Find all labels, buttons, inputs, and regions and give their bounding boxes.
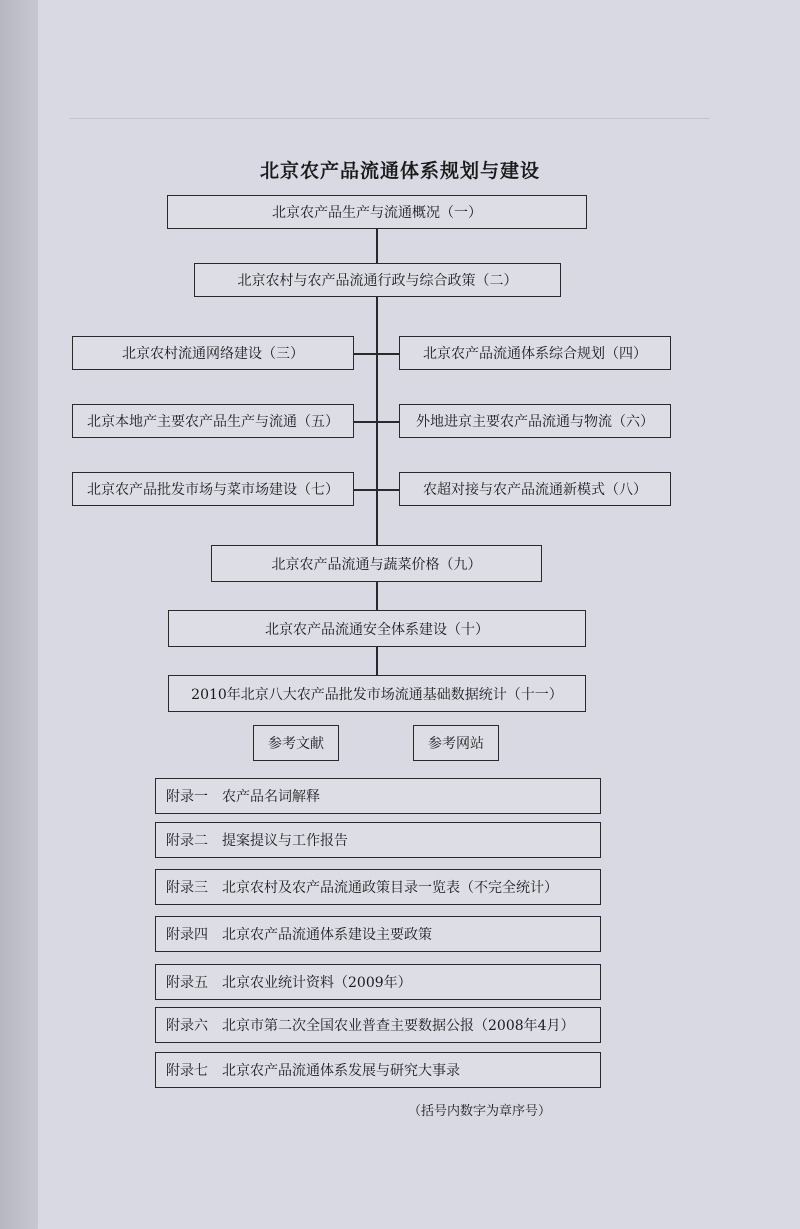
references-box: 参考文献 (253, 725, 339, 761)
chapter-box-7: 北京农产品批发市场与菜市场建设（七） (72, 472, 354, 506)
appendix-box-1: 附录一 农产品名词解释 (155, 778, 601, 814)
appendix-box-6: 附录六 北京市第二次全国农业普查主要数据公报（2008年4月） (155, 1007, 601, 1043)
appendix-box-5: 附录五 北京农业统计资料（2009年） (155, 964, 601, 1000)
reference-websites-box: 参考网站 (413, 725, 499, 761)
connector-spine-3 (376, 581, 378, 611)
chapter-box-4: 北京农产品流通体系综合规划（四） (399, 336, 671, 370)
connector-spine-1 (376, 228, 378, 264)
chapter-box-10: 北京农产品流通安全体系建设（十） (168, 610, 586, 647)
page-header-rule (70, 118, 710, 119)
appendix-box-3: 附录三 北京农村及农产品流通政策目录一览表（不完全统计） (155, 869, 601, 905)
connector-row-3-4 (353, 353, 399, 355)
chapter-box-5: 北京本地产主要农产品生产与流通（五） (72, 404, 354, 438)
connector-row-7-8 (353, 489, 399, 491)
connector-row-5-6 (353, 421, 399, 423)
footnote: （括号内数字为章序号） (408, 1104, 552, 1119)
chapter-box-6: 外地进京主要农产品流通与物流（六） (399, 404, 671, 438)
page-edge (0, 0, 38, 1229)
chapter-box-8: 农超对接与农产品流通新模式（八） (399, 472, 671, 506)
chapter-box-3: 北京农村流通网络建设（三） (72, 336, 354, 370)
chapter-box-9: 北京农产品流通与蔬菜价格（九） (211, 545, 542, 582)
chapter-box-2: 北京农村与农产品流通行政与综合政策（二） (194, 263, 561, 297)
chapter-box-11: 2010年北京八大农产品批发市场流通基础数据统计（十一） (168, 675, 586, 712)
connector-spine-4 (376, 646, 378, 676)
chapter-box-1: 北京农产品生产与流通概况（一） (167, 195, 587, 229)
appendix-box-4: 附录四 北京农产品流通体系建设主要政策 (155, 916, 601, 952)
appendix-box-7: 附录七 北京农产品流通体系发展与研究大事录 (155, 1052, 601, 1088)
appendix-box-2: 附录二 提案提议与工作报告 (155, 822, 601, 858)
diagram-title: 北京农产品流通体系规划与建设 (259, 160, 540, 182)
